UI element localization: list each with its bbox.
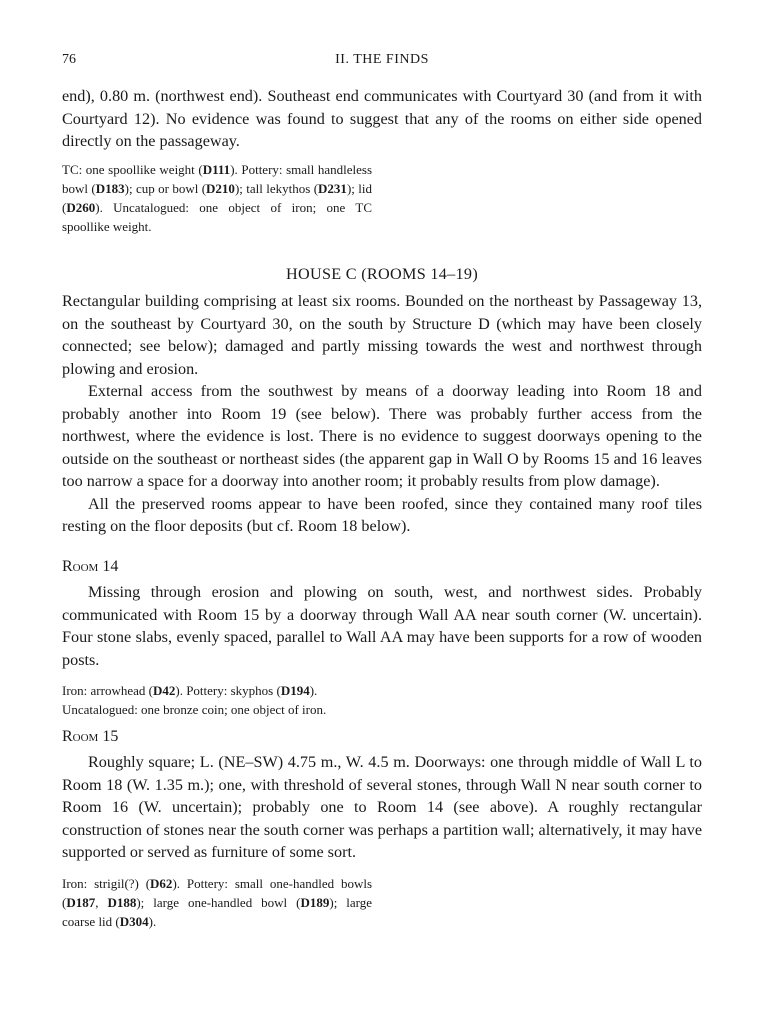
catalogue-ref: D210 [206,181,235,196]
catalogue-ref: D188 [107,894,137,910]
house-c-section [62,290,702,538]
intro-finds-block [62,160,702,236]
house-c-heading-block [62,265,702,284]
room-14-heading: Room 14 [62,558,119,575]
catalogue-ref: D42 [152,683,176,698]
section-heading: HOUSE C (ROOMS 14–19) [285,265,479,283]
room-15-heading: Room 15 [62,728,119,745]
catalogue-ref: D189 [300,894,330,910]
intro-finds: TC: one spoollike weight (D111). Pottery: small handleless bowl (D183); cup or bowl (D210); tall lekythos (D231); lid (D260). Uncatalogued: one object of iron; one TC spoollike weight. [62,162,373,234]
page-number: 76 [62,52,76,67]
catalogue-ref: D194 [280,683,310,698]
running-head: II. THE FINDS [335,52,429,67]
catalogue-ref: D183 [95,181,125,196]
catalogue-ref: D260 [66,200,96,215]
catalogue-ref: D62 [150,875,173,891]
catalogue-ref: D231 [318,181,347,196]
catalogue-ref: D111 [202,162,231,177]
house-c-paragraph-1: Rectangular building comprising at least six rooms. Bounded on the northeast by Passageway 13, on the southeast by Courtyard 30, on the south by Structure D (which may have been closely connected; see below); damaged and partly missing towards the west and northwest through plowing and erosion. [62,292,702,378]
intro-section [62,85,702,153]
room-14-section [62,558,702,719]
house-c-paragraph-2: External access from the southwest by means of a doorway leading into Room 18 and probably another into Room 19 (see below). There was probably further access from the northwest, where the evidence is lost. There is no evidence to suggest doorways opening to the outside on the southeast or northeast sides (the apparent gap in Wall O by Rooms 15 and 16 leaves too narrow a space for a doorway into another room; it probably results from plow damage). [62,382,702,490]
room-15-section [62,728,702,931]
room-14-finds: Iron: arrowhead (D42). Pottery: skyphos (D194). Uncatalogued: one bronze coin; one object of iron. [62,683,327,717]
page-header [62,52,702,72]
catalogue-ref: D187 [66,894,96,910]
catalogue-ref: D304 [119,913,149,929]
intro-paragraph: end), 0.80 m. (northwest end). Southeast end communicates with Courtyard 30 (and from it with Courtyard 12). No evidence was found to suggest that any of the rooms on either side opened directly on the passageway. [62,87,702,150]
room-15-finds: Iron: strigil(?) (D62). Pottery: small one-handled bowls (D187, D188); large one-handled bowl (D189); large coarse lid (D304). [62,875,373,929]
room-14-paragraph: Missing through erosion and plowing on south, west, and northwest sides. Probably communicated with Room 15 by a doorway through Wall AA near south corner (W. uncertain). Four stone slabs, evenly spaced, parallel to Wall AA may have been supports for a row of wooden posts. [62,583,702,669]
room-15-paragraph: Roughly square; L. (NE–SW) 4.75 m., W. 4.5 m. Doorways: one through middle of Wall L to Room 18 (W. 1.35 m.); one, with threshold of several stones, through Wall N near south corner to Room 16 (W. uncertain); probably one to Room 14 (see above). A roughly rectangular construction of stones near the south corner was perhaps a partition wall; alternatively, it may have supported or served as furniture of some sort. [62,753,702,861]
house-c-paragraph-3: All the preserved rooms appear to have been roofed, since they contained many roof tiles resting on the floor deposits (but cf. Room 18 below). [62,494,702,535]
